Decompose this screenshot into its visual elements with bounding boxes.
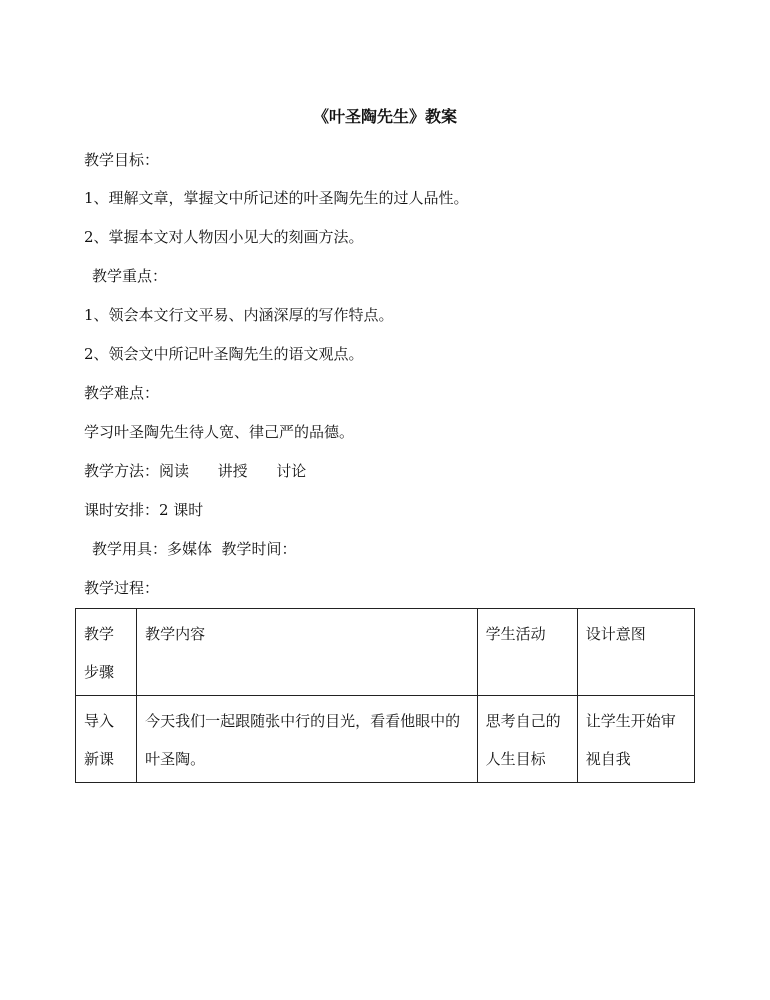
header-intent: 设计意图	[577, 609, 694, 696]
row-content: 今天我们一起跟随张中行的目光，看看他眼中的叶圣陶。	[137, 696, 478, 783]
header-student: 学生活动	[477, 609, 577, 696]
teaching-tools: 教学用具：多媒体 教学时间：	[92, 540, 297, 558]
objectives-heading: 教学目标：	[84, 151, 160, 169]
table-row	[76, 696, 695, 783]
process-table	[75, 608, 695, 783]
objective-1: 1、理解文章，掌握文中所记述的叶圣陶先生的过人品性。	[84, 189, 469, 207]
key-point-1: 1、领会本文行文平易、内涵深厚的写作特点。	[84, 306, 394, 324]
class-schedule: 课时安排：2 课时	[84, 501, 204, 519]
row-student: 思考自己的人生目标	[477, 696, 577, 783]
difficulty-text: 学习叶圣陶先生待人宽、律己严的品德。	[84, 423, 355, 441]
row-step: 导入新课	[76, 696, 137, 783]
teaching-methods: 教学方法：阅读 讲授 讨论	[84, 462, 307, 480]
document-title: 《叶圣陶先生》教案	[312, 107, 457, 126]
difficulty-heading: 教学难点：	[84, 384, 160, 402]
table-header-row	[76, 609, 695, 696]
process-heading: 教学过程：	[84, 579, 160, 597]
header-step: 教学步骤	[76, 609, 137, 696]
header-content: 教学内容	[137, 609, 478, 696]
row-intent: 让学生开始审视自我	[577, 696, 694, 783]
key-points-heading: 教学重点：	[92, 267, 168, 285]
key-point-2: 2、领会文中所记叶圣陶先生的语文观点。	[84, 345, 364, 363]
objective-2: 2、掌握本文对人物因小见大的刻画方法。	[84, 228, 364, 246]
